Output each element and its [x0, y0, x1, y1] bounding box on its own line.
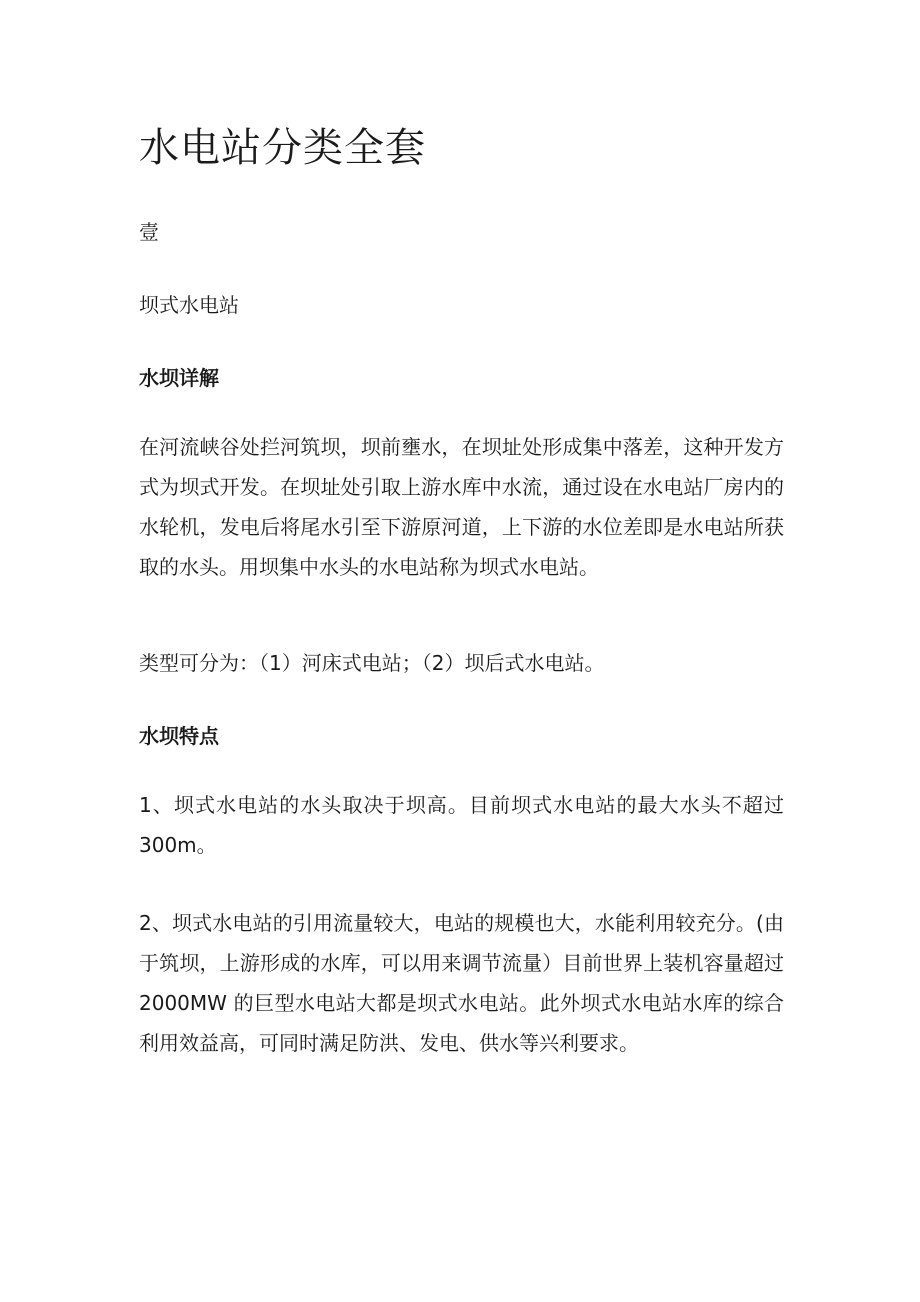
- feature-point-1: 1、坝式水电站的水头取决于坝高。目前坝式水电站的最大水头不超过300m。: [139, 793, 784, 857]
- heading-dam-features: 水坝特点: [139, 724, 219, 748]
- heading-dam-details: 水坝详解: [139, 366, 219, 390]
- section-title: 坝式水电站: [139, 293, 239, 317]
- paragraph-dam-description: 在河流峡谷处拦河筑坝，坝前壅水，在坝址处形成集中落差，这种开发方式为坝式开发。在坝址处引取上游水库中水流，通过设在水电站厂房内的水轮机，发电后将尾水引至下游原河道，上下游的水位差即是水电站所获取的水头。用坝集中水头的水电站称为坝式水电站。: [139, 435, 784, 579]
- feature-point-2: 2、坝式水电站的引用流量较大，电站的规模也大，水能利用较充分。(由于筑坝，上游形成的水库，可以用来调节流量）目前世界上装机容量超过 2000MW 的巨型水电站大都是坝式水电站。此外坝式水电站水库的综合利用效益高，可同时满足防洪、发电、供水等兴利要求。: [139, 911, 784, 1055]
- document-title: 水电站分类全套: [139, 125, 426, 171]
- section-number: 壹: [139, 220, 159, 244]
- paragraph-types: 类型可分为：（1）河床式电站；（2）坝后式水电站。: [139, 651, 605, 675]
